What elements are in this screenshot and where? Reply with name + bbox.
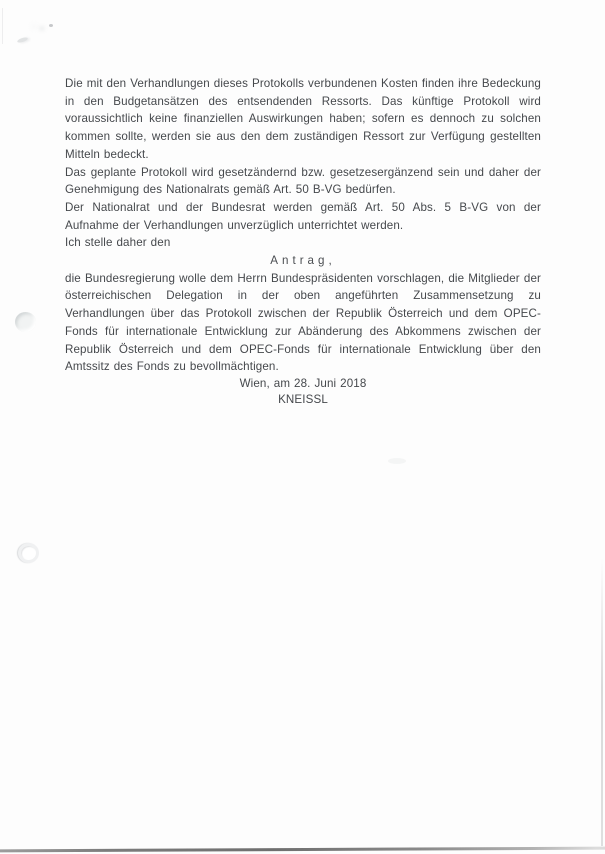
motion-intro-line: Ich stelle daher den [65,236,171,250]
document-body [65,75,541,409]
paragraph-legal-nature: Das geplante Protokoll wird gesetzändernd bzw. gesetzesergänzend sein und daher der Genehmigung des Nationalrats gemäß Art. 50 B-VG bedürfen. [65,165,541,197]
scan-smudge-mark [388,458,406,464]
hole-punch-mark [15,312,36,332]
antrag-heading: Antrag, [270,254,336,268]
scan-smudge-mark [49,24,53,27]
paragraph-motion-text: die Bundesregierung wolle dem Herrn Bundespräsidenten vorschlagen, die Mitglieder der österreichischen Delegation in der oben angeführten Zusammensetzung zu Verhandlungen über das Protokoll zwischen der Republik Österreich und dem OPEC-Fonds für internationale Entwicklung zur Abänderung des Abkommens zwischen der Republik Österreich und dem OPEC-Fonds für internationale Entwicklung über den Amtssitz des Fonds zu bevollmächtigen. [65,271,541,374]
signoff-block [65,376,541,409]
place-date-line: Wien, am 28. Juni 2018 [239,376,367,390]
paragraph-notification: Der Nationalrat und der Bundesrat werden gemäß Art. 50 Abs. 5 B-VG von der Aufnahme der Verhandlungen unverzüglich unterrichtet werden. [65,200,541,232]
scan-smudge-mark [17,36,29,43]
paragraph-cost-coverage: Die mit den Verhandlungen dieses Protokolls verbundenen Kosten finden ihre Bedeckung in den Budgetansätzen des entsendenden Ressorts. Das künftige Protokoll wird voraussichtlich keine finanziellen Auswirkungen haben; sofern es dennoch zu solchen kommen sollte, werden sie aus den dem zuständigen Ressort zur Verfügung gestellten Mitteln bedeckt. [65,77,541,161]
hole-punch-mark [18,543,39,563]
scan-edge-bottom [0,847,605,852]
signatory-name: KNEISSL [278,393,328,407]
scan-edge-right [601,558,603,846]
scan-edge-left [2,8,3,44]
